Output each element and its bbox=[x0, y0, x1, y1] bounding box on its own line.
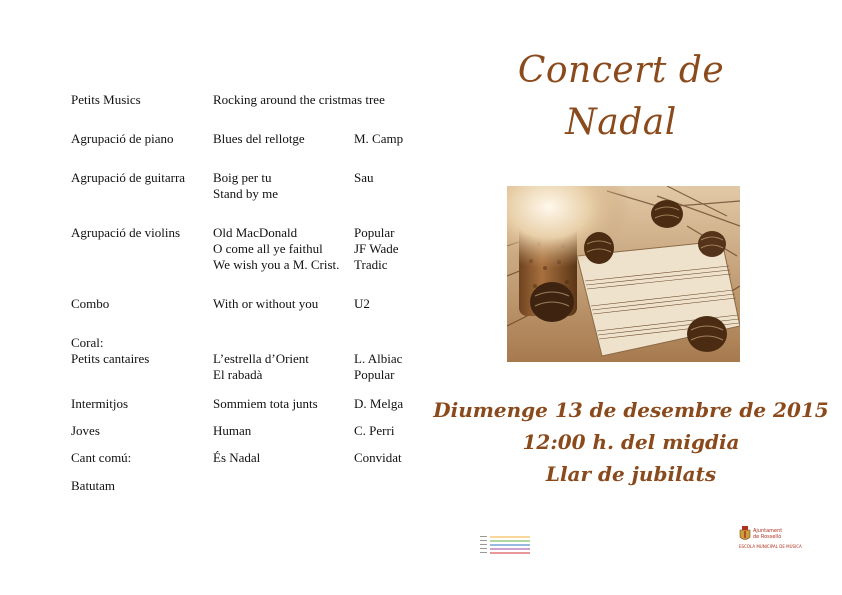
song-title: We wish you a M. Crist. bbox=[213, 257, 340, 272]
song-title: L’estrella d’Orient bbox=[213, 351, 309, 366]
group-name: Coral: bbox=[71, 335, 104, 350]
song-title: El rabadà bbox=[213, 367, 263, 382]
ajuntament-logo bbox=[739, 525, 809, 555]
song-author: D. Melga bbox=[354, 396, 404, 411]
song-title: Blues del rellotge bbox=[213, 131, 305, 146]
song-author: M. Camp bbox=[354, 131, 404, 146]
event-date: Diumenge 13 de desembre de 2015 bbox=[433, 398, 829, 422]
song-title: Rocking around the cristmas tree bbox=[213, 92, 385, 107]
song-author: Tradic bbox=[354, 257, 388, 272]
event-time: 12:00 h. del migdia bbox=[522, 430, 740, 454]
group-name: Intermitjos bbox=[71, 396, 129, 411]
group-name: Joves bbox=[71, 423, 100, 438]
group-name: Petits Musics bbox=[71, 92, 141, 107]
group-name: Agrupació de piano bbox=[71, 131, 174, 146]
song-author: L. Albiac bbox=[354, 351, 403, 366]
ajuntament-name: Ajuntament bbox=[753, 528, 783, 534]
song-author: C. Perri bbox=[354, 423, 395, 438]
event-place: Llar de jubilats bbox=[545, 462, 717, 486]
song-title: Old MacDonald bbox=[213, 225, 298, 240]
cover-panel bbox=[421, 0, 842, 595]
group-name: Agrupació de violins bbox=[71, 225, 181, 240]
song-title: Stand by me bbox=[213, 186, 278, 201]
group-name: Combo bbox=[71, 296, 110, 311]
song-title: És Nadal bbox=[213, 450, 261, 465]
concert-title-line1: Concert de bbox=[517, 50, 725, 91]
school-color-lines-logo bbox=[480, 534, 532, 556]
group-name: Cant comú: bbox=[71, 450, 132, 465]
school-name: ESCOLA MUNICIPAL DE MÚSICA bbox=[739, 544, 802, 549]
song-title: Sommiem tota junts bbox=[213, 396, 318, 411]
song-author: Popular bbox=[354, 367, 395, 382]
song-author: JF Wade bbox=[354, 241, 399, 256]
group-name: Agrupació de guitarra bbox=[71, 170, 186, 185]
song-title: With or without you bbox=[213, 296, 319, 311]
group-name: Batutam bbox=[71, 478, 116, 493]
song-author: Popular bbox=[354, 225, 395, 240]
song-title: Boig per tu bbox=[213, 170, 272, 185]
concert-title-line2: Nadal bbox=[565, 102, 677, 143]
ajuntament-town: de Rosselló bbox=[753, 534, 782, 540]
song-author: Sau bbox=[354, 170, 374, 185]
coat-of-arms-icon bbox=[739, 526, 751, 542]
song-title: Human bbox=[213, 423, 252, 438]
group-name: Petits cantaires bbox=[71, 351, 150, 366]
christmas-candle-photo bbox=[507, 186, 740, 362]
song-author: Convidat bbox=[354, 450, 402, 465]
song-author: U2 bbox=[354, 296, 370, 311]
song-title: O come all ye faithul bbox=[213, 241, 323, 256]
